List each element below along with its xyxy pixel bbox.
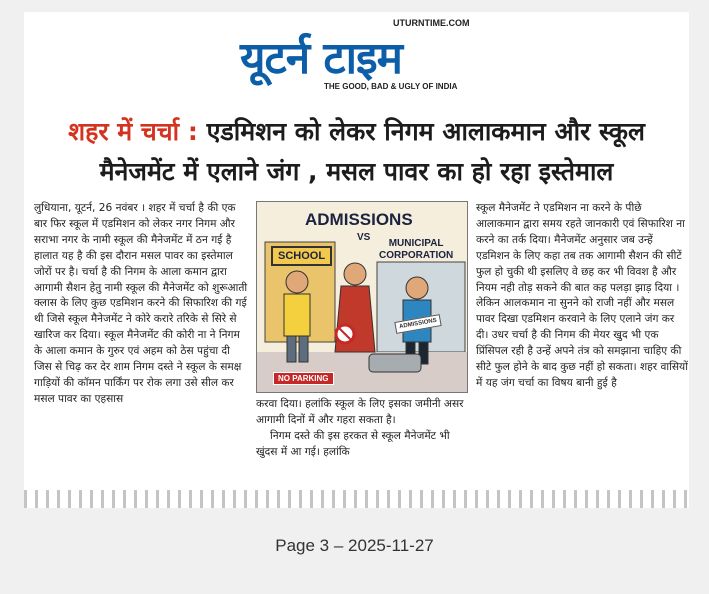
article-paragraph: स्कूल मैनेजमेंट ने एडमिशन ना करने के पीछे आलाकमान द्वारा समय रहते जानकारी एवं सिफारिश ना करने का तर्क दिया। मैनेजमेंट अनुसार जब उन्हें एडमिशन के लिए कहा तब तक आगामी सैशन की सीटें फुल हो चुकी थी इसलिए वे छह कर भी विवश है और नियम नही तोड़ सकने की बात कह पलड़ा झाड़ दिया । लेकिन आलकमान ना सुनने को राजी नहीं और मसल पावर दिखा एडमिशन करवाने के लिए एलाने जंग कर दी। उधर चर्चा है की निगम की मेयर खुद भी एक प्रिंसिपल रही है उन्हें अपने तंत्र को समझाना चाहिए की सीटे फुल होने के बाद कुछ नहीं हो सकता। शहर वासियों में यह जंग चर्चा का विषय बानी हुई है [476, 202, 688, 389]
site-url: UTURNTIME.COM [393, 18, 470, 28]
cartoon-corporation-line-2: CORPORATION [379, 250, 454, 261]
cartoon-drawing [257, 202, 467, 392]
brand-tagline: THE GOOD, BAD & UGLY OF INDIA [324, 82, 458, 91]
article-paragraph: निगम दस्ते की इस हरकत से स्कूल मैनेजमेंट भी खुंदस में आ गई। हलांकि [256, 429, 450, 458]
cartoon-corporation-sign [379, 238, 453, 262]
cartoon-vs: VS [357, 232, 371, 243]
brand-logo: यूटर्न टाइम [240, 33, 402, 84]
cartoon-document: ADMISSIONS [394, 314, 441, 334]
headline-line-2: मैनेजमेंट में एलाने जंग , मसल पावर का हो रहा इस्तेमाल [99, 157, 614, 186]
newspaper-clipping [24, 12, 689, 508]
headline-kicker: शहर में चर्चा : [68, 117, 198, 146]
article-column-middle [256, 397, 466, 487]
masthead [24, 12, 689, 108]
cartoon-corporation-line-1: MUNICIPAL [388, 238, 444, 249]
cartoon-no-parking-sign: NO PARKING [273, 372, 334, 385]
cartoon-title: ADMISSIONS [305, 210, 413, 229]
headline-line-1 [24, 112, 689, 152]
page-label: Page 3 – 2025-11-27 [275, 536, 434, 555]
article-paragraph: लुधियाना, यूटर्न, 26 नवंबर । शहर में चर्चा है की एक बार फिर स्कूल में एडमिशन को लेकर नगर निगम और सराभा नगर के नामी स्कूल की मैनेजमेंट में ठन गई है हालात यह है की इस दौरान मसल पावर का इस्तेमाल जोरों पर है। चर्चा है की निगम के आला कमान द्वारा आगामी सैशन हेतु नामी स्कूल की मैनेजमेंट को शुरूआती क्लास के लिए कुछ एडमिशन करने की सिफारिश की गई थी जिसे स्कूल मैनेजमेंट ने कोरे करारे तरिके से सिरे से खारिज कर दिया। स्कूल मैनेजमेंट की कोरी ना ने निगम के आला कमान के गुरुर एवं अहम को ठेस पहुंचा दी जिस से चिढ़ कर देर शाम निगम दस्ते ने स्कूल के समक्ष गाड़ियों की कॉमन पार्किंग पर रोक लगा उसे सील कर मसल पावर का एहसास [34, 202, 248, 405]
article-column-right [476, 201, 688, 486]
headline-text-1: एडमिशन को लेकर निगम आलाकमान और स्कूल [206, 117, 645, 146]
headline [24, 112, 689, 192]
article-column-left [34, 201, 248, 486]
cartoon-school-sign: SCHOOL [271, 246, 332, 266]
article-paragraph: करवा दिया। हलांकि स्कूल के लिए इसका जमीनी असर आगामी दिनों में और गहरा सकता है। [256, 398, 464, 426]
cropped-next-headline [24, 490, 689, 508]
cartoon-illustration [256, 201, 468, 393]
